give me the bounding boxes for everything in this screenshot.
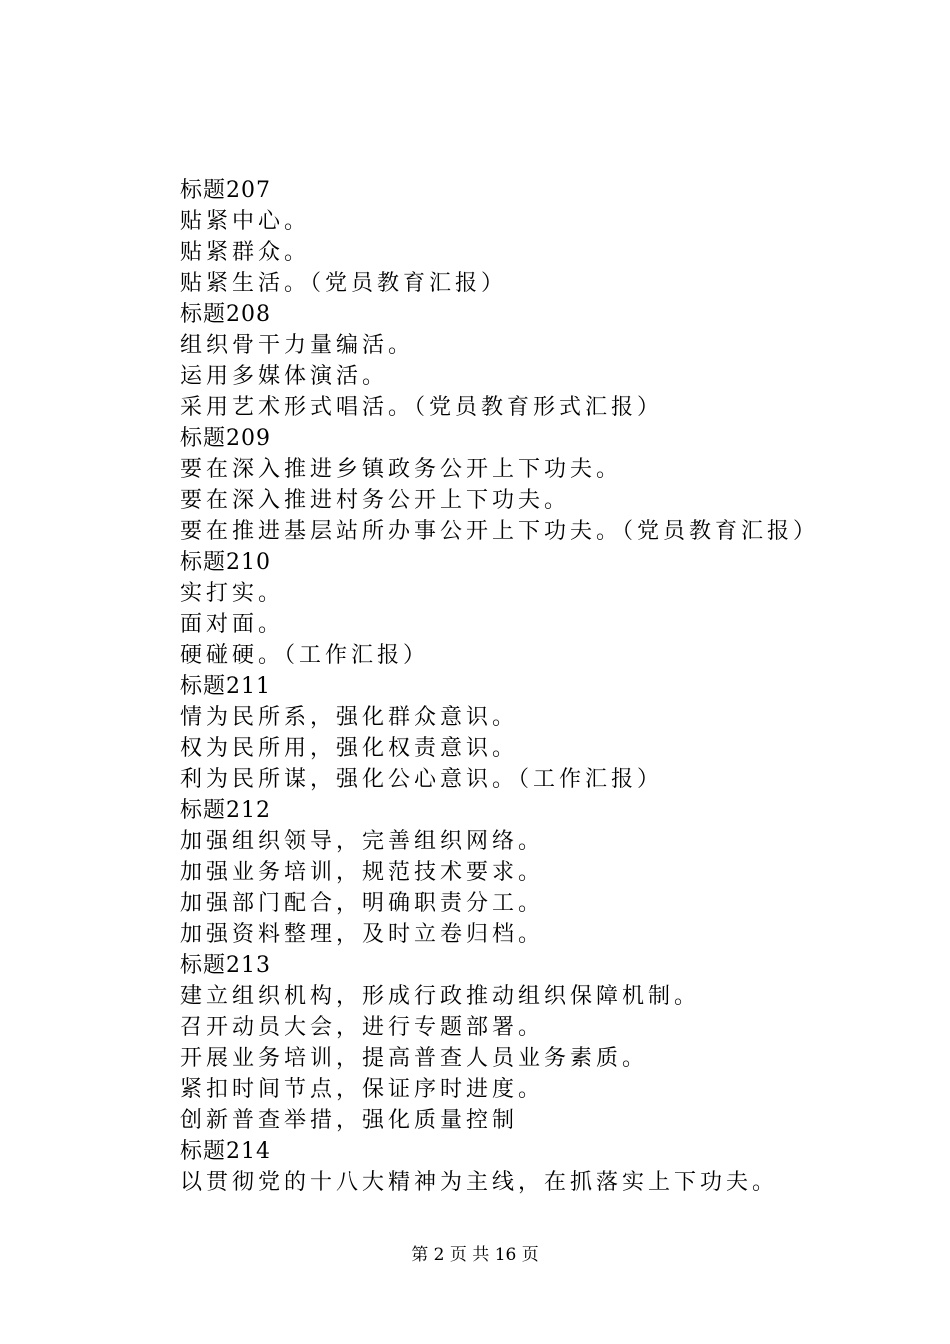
section-heading: 标题211 — [180, 674, 271, 699]
text-line: 以贯彻党的十八大精神为主线，在抓落实上下功夫。 — [180, 1170, 779, 1195]
text-line: 采用艺术形式唱活。（党员教育形式汇报） — [180, 395, 664, 420]
text-line: 权为民所用，强化权责意识。 — [180, 736, 519, 761]
text-line: 利为民所谋，强化公心意识。（工作汇报） — [180, 767, 664, 792]
section-heading: 标题210 — [180, 550, 271, 575]
text-line: 运用多媒体演活。 — [180, 364, 389, 389]
text-line: 组织骨干力量编活。 — [180, 333, 415, 358]
section-heading: 标题213 — [180, 953, 271, 978]
text-line: 实打实。 — [180, 581, 285, 606]
text-line: 贴紧群众。 — [180, 240, 311, 265]
text-line: 紧扣时间节点，保证序时进度。 — [180, 1077, 545, 1102]
text-line: 建立组织机构，形成行政推动组织保障机制。 — [180, 984, 701, 1009]
text-line: 召开动员大会，进行专题部署。 — [180, 1015, 545, 1040]
section-heading: 标题212 — [180, 798, 271, 823]
page-footer: 第 2 页 共 16 页 — [411, 1245, 539, 1265]
text-line: 要在深入推进村务公开上下功夫。 — [180, 488, 571, 513]
text-line: 硬碰硬。（工作汇报） — [180, 643, 430, 668]
text-line: 要在推进基层站所办事公开上下功夫。（党员教育汇报） — [180, 519, 820, 544]
text-line: 加强组织领导，完善组织网络。 — [180, 829, 545, 854]
text-line: 要在深入推进乡镇政务公开上下功夫。 — [180, 457, 623, 482]
section-heading: 标题214 — [180, 1139, 271, 1164]
text-line: 创新普查举措，强化质量控制 — [180, 1108, 519, 1133]
section-heading: 标题208 — [180, 302, 271, 327]
text-line: 贴紧生活。（党员教育汇报） — [180, 271, 508, 296]
text-line: 开展业务培训，提高普查人员业务素质。 — [180, 1046, 649, 1071]
document-body — [180, 175, 900, 1198]
text-line: 加强部门配合，明确职责分工。 — [180, 891, 545, 916]
text-line: 加强资料整理，及时立卷归档。 — [180, 922, 545, 947]
section-heading: 标题207 — [180, 178, 271, 203]
text-line: 贴紧中心。 — [180, 209, 311, 234]
text-line: 情为民所系，强化群众意识。 — [180, 705, 519, 730]
text-line: 加强业务培训，规范技术要求。 — [180, 860, 545, 885]
text-line: 面对面。 — [180, 612, 285, 637]
section-heading: 标题209 — [180, 426, 271, 451]
